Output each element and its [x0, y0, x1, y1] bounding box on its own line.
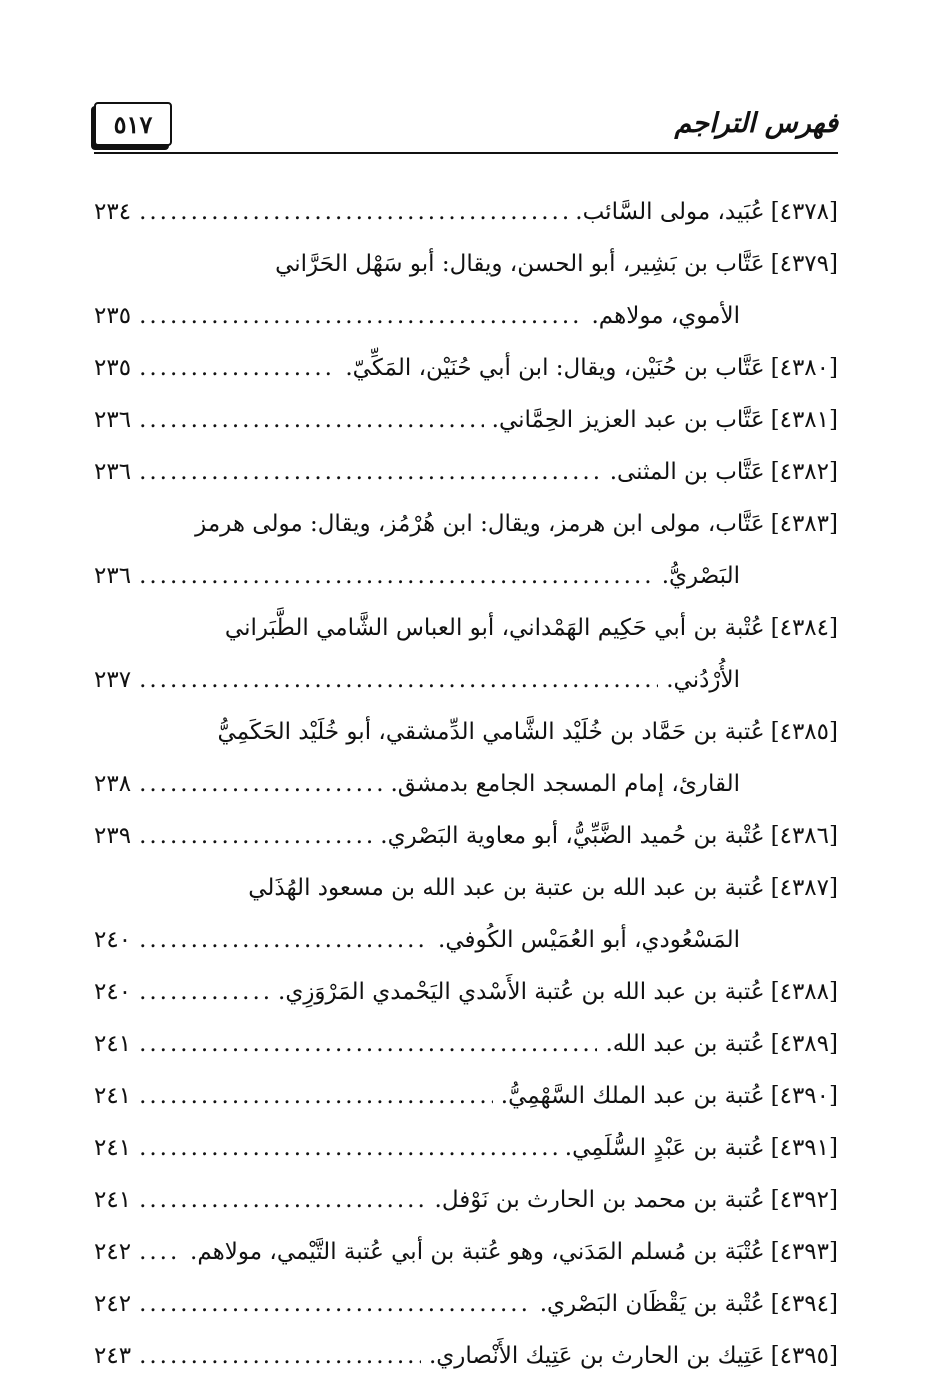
leader-dots	[139, 1122, 557, 1174]
entry-number: [٤٣٩٤]	[770, 1291, 838, 1317]
entry-page: ٢٣٨	[94, 771, 132, 797]
entry-number: [٤٣٨٩]	[770, 1031, 838, 1057]
entry-number: [٤٣٧٨]	[770, 199, 838, 225]
index-entry	[94, 186, 838, 238]
index-entry	[94, 1278, 838, 1330]
leader-dots	[139, 550, 654, 602]
entry-name: عُتْبة بن أبي حَكِيم الهَمْداني، أبو العباس الشَّامي الطَّبَراني	[224, 615, 765, 641]
entry-name-cont: البَصْريُّ.	[661, 563, 740, 589]
page-header	[94, 96, 838, 156]
leader-dots	[139, 758, 382, 810]
leader-dots	[139, 966, 270, 1018]
leader-dots	[139, 1330, 421, 1382]
running-title: فهرس التراجم	[674, 108, 838, 139]
leader-dots	[139, 914, 430, 966]
entry-page: ٢٤٢	[94, 1291, 132, 1317]
entry-number: [٤٣٨٧]	[770, 875, 838, 901]
entry-name: عَتَّاب، مولى ابن هرمز، ويقال: ابن هُرْمُز، ويقال: مولى هرمز	[195, 511, 765, 537]
entry-number: [٤٣٨١]	[770, 407, 838, 433]
entry-number: [٤٣٨٢]	[770, 459, 838, 485]
leader-dots	[139, 446, 602, 498]
leader-dots	[139, 394, 484, 446]
entry-page: ٢٤٢	[94, 1239, 132, 1265]
leader-dots	[139, 1226, 182, 1278]
index-entry	[94, 1226, 838, 1278]
entry-number: [٤٣٩٥]	[770, 1343, 838, 1369]
leader-dots	[139, 342, 337, 394]
leader-dots	[139, 186, 567, 238]
leader-dots	[139, 1018, 597, 1070]
entry-name-cont: الأموي، مولاهم.	[591, 303, 740, 329]
index-entry-continuation	[94, 758, 838, 810]
index-entry	[94, 706, 838, 758]
entry-number: [٤٣٩٣]	[770, 1239, 838, 1265]
index-entry-continuation	[94, 654, 838, 706]
page-number-box	[94, 102, 172, 146]
entry-page: ٢٤١	[94, 1083, 132, 1109]
index-entry	[94, 446, 838, 498]
entry-name: عَتَّاب بن عبد العزيز الحِمَّاني.	[491, 407, 765, 433]
index-entry	[94, 498, 838, 550]
entry-page: ٢٤١	[94, 1187, 132, 1213]
entry-name: عُتبة بن عبد الله بن عتبة بن عبد الله بن مسعود الهُذَلي	[248, 875, 765, 901]
entry-number: [٤٣٨٥]	[770, 719, 838, 745]
leader-dots	[139, 654, 658, 706]
entry-name: عُتبة بن عَبْدٍ السُّلَمِي.	[564, 1135, 765, 1161]
index-entry	[94, 810, 838, 862]
entry-name: عُتْبة بن حُميد الضَّبِّيُّ، أبو معاوية البَصْري.	[380, 823, 765, 849]
index-entry	[94, 1070, 838, 1122]
index-entries	[94, 186, 838, 1382]
entry-number: [٤٣٧٩]	[770, 251, 838, 277]
index-entry	[94, 966, 838, 1018]
entry-name: عُتْبة بن يَقْظَان البَصْري.	[539, 1291, 765, 1317]
entry-name: عُتبة بن محمد بن الحارث بن نَوْفل.	[434, 1187, 765, 1213]
entry-page: ٢٤١	[94, 1031, 132, 1057]
index-entry	[94, 394, 838, 446]
entry-name: عُتبة بن عبد الله.	[605, 1031, 765, 1057]
entry-page: ٢٣٥	[94, 303, 132, 329]
header-rule	[94, 152, 838, 154]
entry-page: ٢٤١	[94, 1135, 132, 1161]
leader-dots	[139, 1070, 493, 1122]
entry-name: عَتَّاب بن حُنَيْن، ويقال: ابن أبي حُنَيْن، المَكِّيّ.	[345, 355, 765, 381]
index-entry-continuation	[94, 290, 838, 342]
entry-page: ٢٣٤	[94, 199, 132, 225]
entry-number: [٤٣٩٢]	[770, 1187, 838, 1213]
entry-name: عُتبة بن عبد الله بن عُتبة الأَسْدي اليَحْمدي المَرْوَزِي.	[278, 979, 765, 1005]
entry-number: [٤٣٨٣]	[770, 511, 838, 537]
entry-page: ٢٤٣	[94, 1343, 132, 1369]
index-entry	[94, 238, 838, 290]
index-entry	[94, 862, 838, 914]
index-entry	[94, 342, 838, 394]
leader-dots	[139, 810, 372, 862]
entry-name: عَتِيك بن الحارث بن عَتِيك الأَنْصاري.	[428, 1343, 765, 1369]
index-entry	[94, 1122, 838, 1174]
entry-name: عُتبة بن حَمَّاد بن خُلَيْد الشَّامي الدِّمشقي، أبو خُلَيْد الحَكَمِيُّ	[217, 719, 765, 745]
index-entry-continuation	[94, 550, 838, 602]
entry-page: ٢٣٩	[94, 823, 132, 849]
entry-name-cont: المَسْعُودي، أبو العُمَيْس الكُوفي.	[438, 927, 740, 953]
index-entry	[94, 1018, 838, 1070]
index-entry	[94, 602, 838, 654]
entry-page: ٢٣٧	[94, 667, 132, 693]
entry-page: ٢٣٦	[94, 407, 132, 433]
entry-name: عَتَّاب بن المثنى.	[609, 459, 765, 485]
entry-number: [٤٣٨٠]	[770, 355, 838, 381]
entry-page: ٢٣٦	[94, 459, 132, 485]
leader-dots	[139, 1278, 532, 1330]
entry-page: ٢٣٦	[94, 563, 132, 589]
entry-name: عَتَّاب بن بَشِير، أبو الحسن، ويقال: أبو سَهْل الحَرَّاني	[275, 251, 765, 277]
entry-page: ٢٤٠	[94, 979, 132, 1005]
leader-dots	[139, 290, 583, 342]
entry-page: ٢٣٥	[94, 355, 132, 381]
page-number: ٥١٧	[113, 109, 153, 139]
index-entry	[94, 1174, 838, 1226]
entry-number: [٤٣٩٠]	[770, 1083, 838, 1109]
entry-name: عُتْبَة بن مُسلم المَدَني، وهو عُتبة بن أبي عُتبة التَّيْمي، مولاهم.	[190, 1239, 765, 1265]
entry-number: [٤٣٨٤]	[770, 615, 838, 641]
index-entry	[94, 1330, 838, 1382]
entry-name: عُتبة بن عبد الملك السَّهْمِيُّ.	[500, 1083, 765, 1109]
entry-number: [٤٣٩١]	[770, 1135, 838, 1161]
entry-page: ٢٤٠	[94, 927, 132, 953]
entry-name-cont: الأُرْدُني.	[666, 667, 740, 693]
leader-dots	[139, 1174, 426, 1226]
entry-number: [٤٣٨٨]	[770, 979, 838, 1005]
index-entry-continuation	[94, 914, 838, 966]
entry-name: عُبَيد، مولى السَّائب.	[575, 199, 765, 225]
entry-name-cont: القارئ، إمام المسجد الجامع بدمشق.	[390, 771, 740, 797]
entry-number: [٤٣٨٦]	[770, 823, 838, 849]
